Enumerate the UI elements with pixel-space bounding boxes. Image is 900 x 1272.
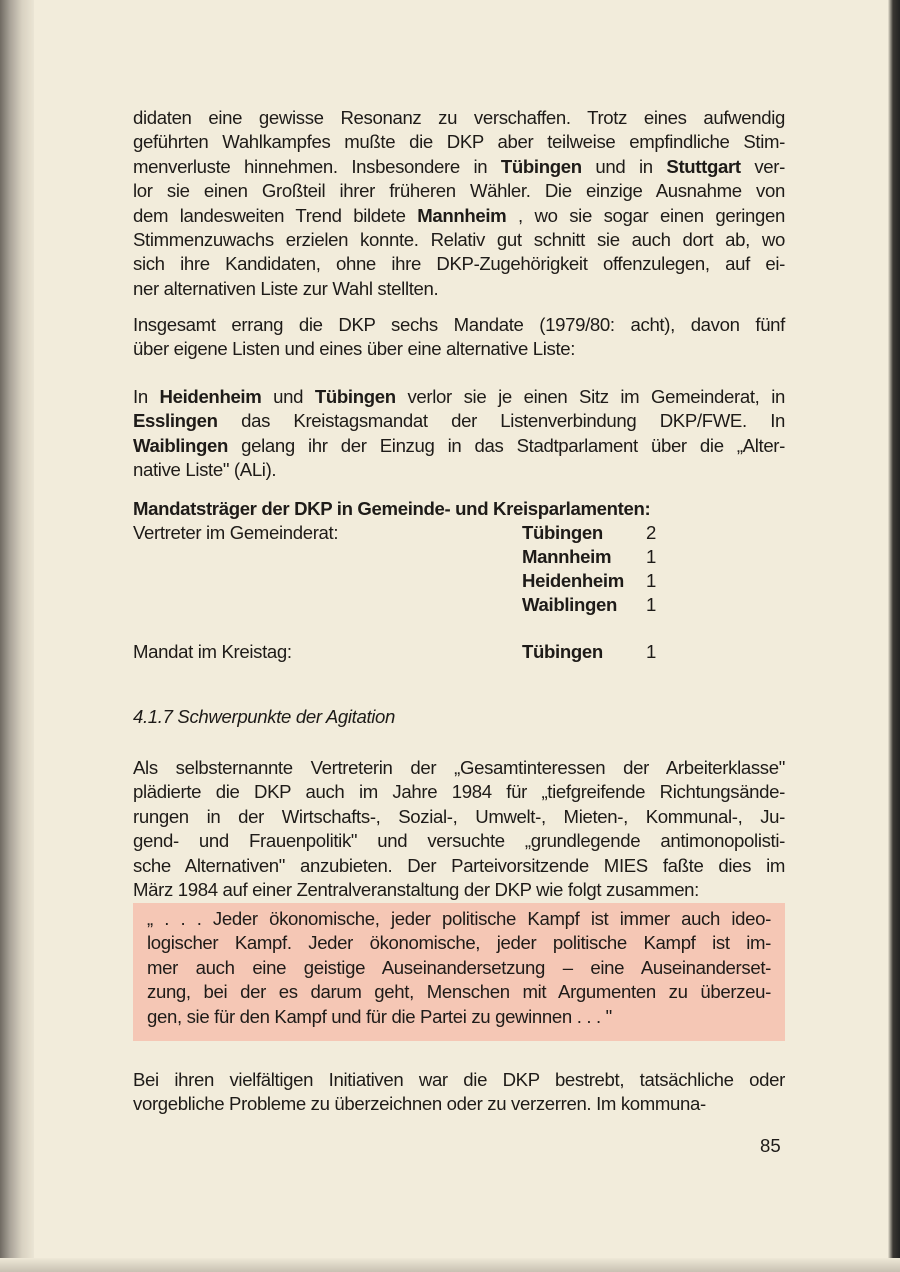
text-line: Esslingen das Kreistagsmandat der Listenverbindung DKP/FWE. In xyxy=(133,410,785,432)
text-line: vorgebliche Probleme zu überzeichnen oder zu verzerren. Im kommuna- xyxy=(133,1093,706,1115)
mandate-row xyxy=(133,545,785,569)
quote-text xyxy=(147,907,771,1029)
text-line: logischer Kampf. Jeder ökonomische, jeder politische Kampf ist im- xyxy=(147,932,771,954)
text-line: „ . . . Jeder ökonomische, jeder politische Kampf ist immer auch ideo- xyxy=(147,908,771,929)
text-line: menverluste hinnehmen. Insbesondere in Tübingen und in Stuttgart ver- xyxy=(133,155,785,177)
text-line: März 1984 auf einer Zentralveranstaltung der DKP wie folgt zusammen: xyxy=(133,878,699,900)
section-heading: 4.1.7 Schwerpunkte der Agitation xyxy=(133,706,396,727)
district-label: Mandat im Kreistag: xyxy=(133,641,292,662)
text-line: gend- und Frauenpolitik" und versuchte „grundlegende antimonopolisti- xyxy=(133,830,785,852)
text-line: rungen in der Wirtschafts-, Sozial-, Umwelt-, Mieten-, Kommunal-, Ju- xyxy=(133,805,785,827)
place: Mannheim xyxy=(522,546,612,567)
text-line: zung, bei der es darum geht, Menschen mit Argumenten zu überzeu- xyxy=(147,981,771,1003)
bold-place-name: Mannheim xyxy=(417,204,507,226)
text-line: In Heidenheim und Tübingen verlor sie je einen Sitz im Gemeinderat, in xyxy=(133,386,785,407)
page-edge xyxy=(888,0,900,1272)
paragraph-mandate-summary xyxy=(133,313,785,362)
page-number: 85 xyxy=(760,1135,781,1156)
count: 1 xyxy=(646,570,656,591)
text-line: Bei ihren vielfältigen Initiativen war die DKP bestrebt, tatsächliche oder xyxy=(133,1069,785,1090)
text-line: Waiblingen gelang ihr der Einzug in das Stadtparlament über die „Alter- xyxy=(133,434,785,456)
text-line: lor sie einen Großteil ihrer früheren Wähler. Die einzige Ausnahme von xyxy=(133,180,785,202)
text-line: sich ihre Kandidaten, ohne ihre DKP-Zugehörigkeit offenzulegen, auf ei- xyxy=(133,253,785,275)
bold-place-name: Heidenheim xyxy=(159,386,262,407)
mandate-row xyxy=(133,593,785,617)
count: 1 xyxy=(646,594,656,615)
place: Heidenheim xyxy=(522,570,624,591)
mandate-row xyxy=(133,569,785,593)
text-line: didaten eine gewisse Resonanz zu verschaffen. Trotz eines aufwendig xyxy=(133,107,785,128)
bold-place-name: Tübingen xyxy=(314,386,396,407)
bold-place-name: Waiblingen xyxy=(133,434,228,456)
text-line: plädierte die DKP auch im Jahre 1984 für „tiefgreifende Richtungsände- xyxy=(133,781,785,803)
text-line: Insgesamt errang die DKP sechs Mandate (1979/80: acht), davon fünf xyxy=(133,314,785,335)
place: Tübingen xyxy=(522,641,603,662)
mandate-table-title: Mandatsträger der DKP in Gemeinde- und Kreisparlamenten: xyxy=(133,498,651,519)
page-bottom-edge xyxy=(0,1258,900,1272)
place: Tübingen xyxy=(522,522,603,543)
mandate-row xyxy=(133,640,785,664)
text-line: Als selbsternannte Vertreterin der „Gesamtinteressen der Arbeiterklasse" xyxy=(133,757,785,778)
place: Waiblingen xyxy=(522,594,617,615)
text-line: native Liste" (ALi). xyxy=(133,459,277,481)
count: 1 xyxy=(646,641,656,662)
text-line: ner alternativen Liste zur Wahl stellten. xyxy=(133,277,439,299)
paragraph-election-results xyxy=(133,106,785,301)
count: 2 xyxy=(646,522,656,543)
bold-place-name: Stuttgart xyxy=(666,155,741,177)
paragraph-agitation xyxy=(133,756,785,902)
bold-place-name: Esslingen xyxy=(133,410,218,432)
text-line: Stimmenzuwachs erzielen konnte. Relativ gut schnitt sie auch dort ab, wo xyxy=(133,228,785,250)
count: 1 xyxy=(646,546,656,567)
council-label: Vertreter im Gemeinderat: xyxy=(133,522,339,543)
text-line: gen, sie für den Kampf und für die Partei zu gewinnen . . . " xyxy=(147,1005,612,1027)
book-gutter-shadow xyxy=(0,0,34,1272)
text-line: dem landesweiten Trend bildete Mannheim , wo sie sogar einen geringen xyxy=(133,204,785,226)
mandate-row xyxy=(133,521,785,545)
bold-place-name: Tübingen xyxy=(500,155,582,177)
text-line: geführten Wahlkampfes mußte die DKP aber teilweise empfindliche Stim- xyxy=(133,131,785,153)
text-line: mer auch eine geistige Auseinandersetzung – eine Auseinanderset- xyxy=(147,956,771,978)
text-line: sche Alternativen" anzubieten. Der Parteivorsitzende MIES faßte dies im xyxy=(133,854,785,876)
paragraph-initiatives xyxy=(133,1068,785,1117)
text-line: über eigene Listen und eines über eine alternative Liste: xyxy=(133,338,576,360)
quote-box xyxy=(133,903,785,1041)
paragraph-seat-changes xyxy=(133,385,785,483)
